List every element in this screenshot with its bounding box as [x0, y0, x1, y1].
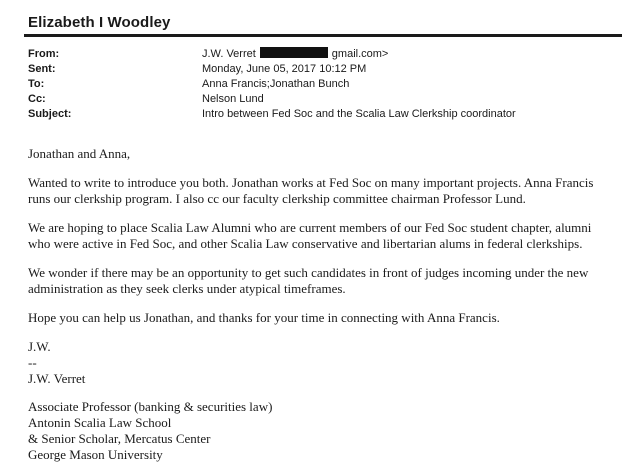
- paragraph-1-line-1: Wanted to write to introduce you both. Jonathan works at Fed Soc on many important projects. Anna Francis: [28, 175, 594, 190]
- redaction-box: [260, 47, 328, 58]
- signature-affiliation: & Senior Scholar, Mercatus Center: [28, 431, 211, 446]
- cc-label: Cc:: [28, 93, 46, 105]
- sent-label: Sent:: [28, 63, 56, 75]
- sent-value: Monday, June 05, 2017 10:12 PM: [202, 63, 367, 75]
- to-label: To:: [28, 78, 45, 90]
- subject-label: Subject:: [28, 108, 72, 120]
- from-value: [202, 47, 388, 62]
- signature-university: George Mason University: [28, 447, 163, 462]
- sender-name: J.W. Verret: [202, 48, 256, 60]
- signoff: J.W.: [28, 339, 51, 354]
- paragraph-2-line-1: We are hoping to place Scalia Law Alumni who are current members of our Fed Soc student chapter, alumni: [28, 220, 592, 235]
- mailbox-owner-name: Elizabeth I Woodley: [28, 14, 171, 31]
- signature-title: Associate Professor (banking & securities law): [28, 399, 273, 414]
- sender-domain: gmail.com>: [331, 48, 389, 60]
- subject-value: Intro between Fed Soc and the Scalia Law Clerkship coordinator: [202, 108, 516, 120]
- signature-name: J.W. Verret: [28, 371, 86, 386]
- paragraph-3-line-2: administration as they seek clerks under atypical timeframes.: [28, 281, 346, 296]
- greeting: Jonathan and Anna,: [28, 146, 131, 161]
- signature-dashes: --: [28, 355, 37, 370]
- paragraph-3-line-1: We wonder if there may be an opportunity to get such candidates in front of judges incoming under the new: [28, 265, 589, 280]
- paragraph-2-line-2: who were active in Fed Soc, and other Scalia Law conservative and libertarian alums in federal clerkships.: [28, 236, 583, 251]
- cc-value: Nelson Lund: [202, 93, 264, 105]
- to-value: Anna Francis;Jonathan Bunch: [202, 78, 350, 90]
- header-divider: [24, 34, 622, 37]
- from-label: From:: [28, 48, 60, 60]
- paragraph-1-line-2: runs our clerkship program. I also cc our faculty clerkship committee chairman Professor Lund.: [28, 191, 526, 206]
- signature-school: Antonin Scalia Law School: [28, 415, 172, 430]
- email-body: [28, 146, 618, 463]
- paragraph-4: Hope you can help us Jonathan, and thanks for your time in connecting with Anna Francis.: [28, 310, 500, 325]
